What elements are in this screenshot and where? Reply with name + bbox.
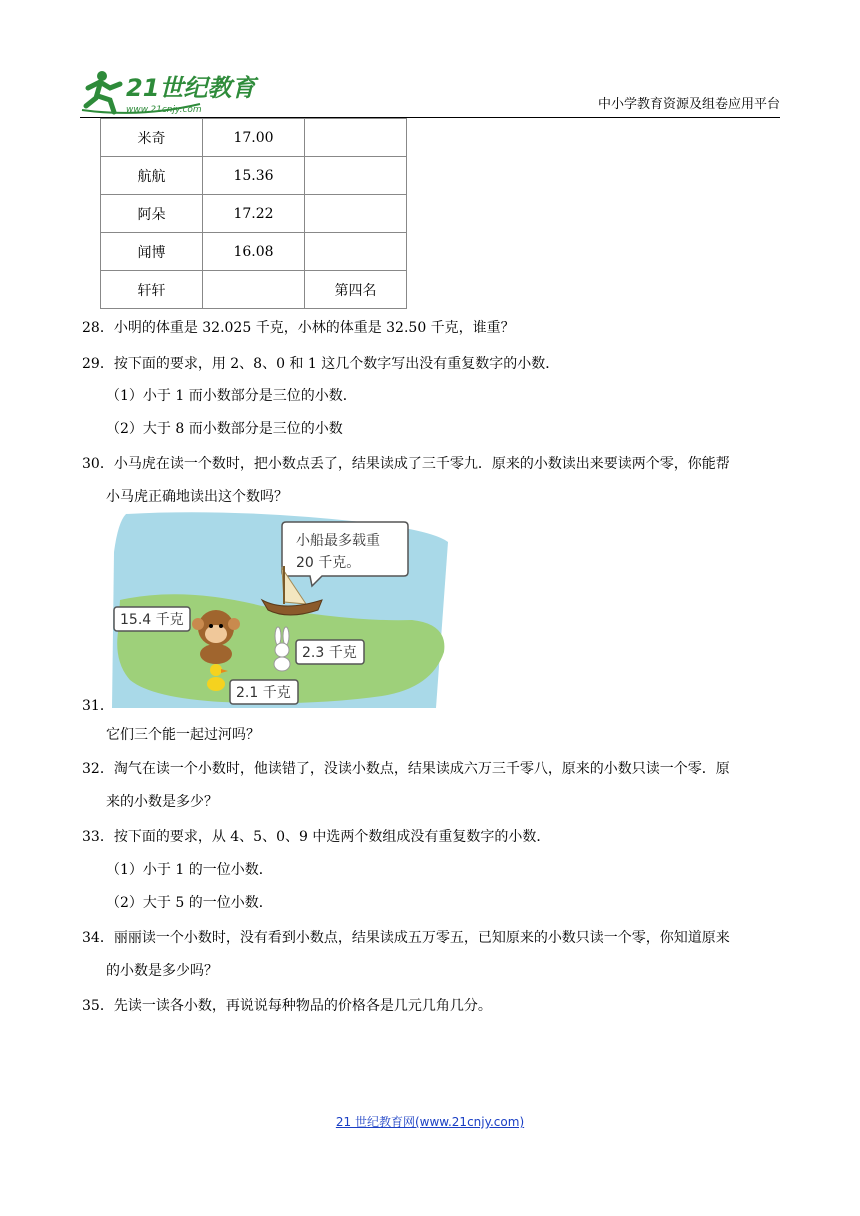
- question-30-line-2: 小马虎正确地读出这个数吗？: [106, 489, 288, 505]
- question-29: 29．按下面的要求，用 2、8、0 和 1 这几个数字写出没有重复数字的小数．: [82, 356, 560, 372]
- question-28: 28．小明的体重是 32.025 千克，小林的体重是 32.50 千克，谁重？: [82, 320, 515, 336]
- runner-icon: [86, 71, 120, 112]
- table-row: [101, 157, 407, 195]
- boat-capacity-bubble: [282, 522, 408, 586]
- question-32-line-2: 来的小数是多少？: [106, 794, 218, 810]
- table-row: [101, 195, 407, 233]
- table-row: [101, 233, 407, 271]
- table-cell: 17.22: [203, 195, 305, 233]
- question-29-part-1: （1）小于 1 而小数部分是三位的小数．: [106, 388, 357, 404]
- rabbit-weight: 2.3 千克: [302, 645, 357, 661]
- question-34-line-2: 的小数是多少吗？: [106, 963, 218, 979]
- table-cell: [305, 157, 407, 195]
- page-header: [80, 62, 780, 118]
- platform-title: 中小学教育资源及组卷应用平台: [597, 97, 780, 112]
- question-31-number: 31．: [82, 698, 114, 714]
- table-cell: 阿朵: [101, 195, 203, 233]
- question-33-part-1: （1）小于 1 的一位小数．: [106, 862, 273, 878]
- table-cell: 航航: [101, 157, 203, 195]
- monkey-weight: 15.4 千克: [120, 612, 184, 628]
- table-cell: 17.00: [203, 119, 305, 157]
- duck-weight: 2.1 千克: [236, 685, 291, 701]
- river-crossing-illustration: [112, 512, 452, 708]
- question-31: 它们三个能一起过河吗？: [106, 727, 260, 743]
- boat-label-1: 小船最多载重: [296, 533, 380, 549]
- table-cell: [305, 233, 407, 271]
- table-cell: 闻博: [101, 233, 203, 271]
- logo-21cnjy: [80, 66, 260, 118]
- table-cell: 第四名: [305, 271, 407, 309]
- table-cell: [203, 271, 305, 309]
- table-cell: 15.36: [203, 157, 305, 195]
- footer-link[interactable]: 21 世纪教育网(www.21cnjy.com): [335, 1115, 525, 1129]
- logo-url: www.21cnjy.com: [126, 105, 202, 115]
- page-footer: [0, 1113, 860, 1130]
- table-cell: [305, 119, 407, 157]
- table-cell: 轩轩: [101, 271, 203, 309]
- question-34-line-1: 34．丽丽读一个小数时，没有看到小数点，结果读成五万零五，已知原来的小数只读一个零，你知道原来: [82, 930, 730, 946]
- table-cell: [305, 195, 407, 233]
- question-35: 35．先读一读各小数，再说说每种物品的价格各是几元几角几分。: [82, 998, 492, 1014]
- question-29-part-2: （2）大于 8 而小数部分是三位的小数: [106, 421, 343, 437]
- table-cell: 米奇: [101, 119, 203, 157]
- logo-text: 21世纪教育: [126, 74, 256, 102]
- boat-label-2: 20 千克。: [296, 555, 361, 571]
- question-30-line-1: 30．小马虎在读一个数时，把小数点丢了，结果读成了三千零九．原来的小数读出来要读两个零，你能帮: [82, 456, 730, 472]
- question-33: 33．按下面的要求，从 4、5、0、9 中选两个数组成没有重复数字的小数．: [82, 829, 551, 845]
- monkey-weight-label: [114, 607, 190, 631]
- question-33-part-2: （2）大于 5 的一位小数．: [106, 895, 273, 911]
- weight-table: [100, 118, 407, 309]
- table-row: [101, 271, 407, 309]
- table-row: [101, 119, 407, 157]
- table-cell: 16.08: [203, 233, 305, 271]
- duck-weight-label: [230, 680, 298, 704]
- question-32-line-1: 32．淘气在读一个小数时，他读错了，没读小数点，结果读成六万三千零八，原来的小数只读一个零．原: [82, 761, 730, 777]
- rabbit-weight-label: [296, 640, 364, 664]
